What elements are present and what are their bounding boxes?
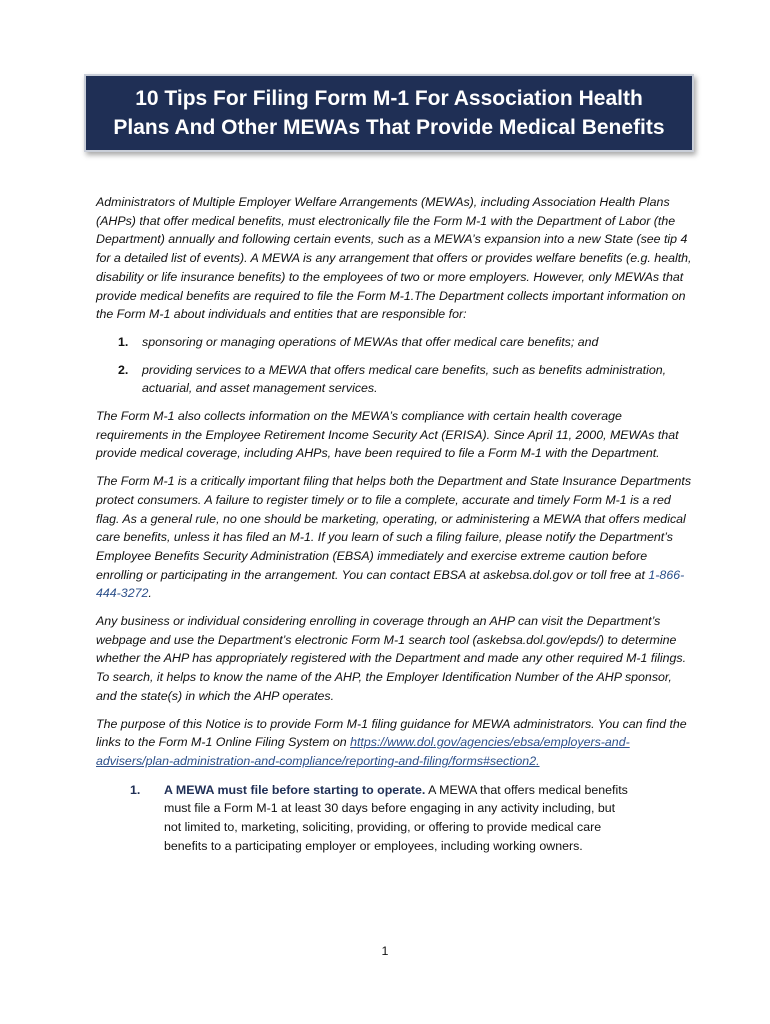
tip-heading: A MEWA must file before starting to operate. xyxy=(164,782,426,797)
title-banner xyxy=(84,74,694,152)
responsibility-list xyxy=(96,333,692,398)
list-item xyxy=(96,333,692,352)
critical-filing-paragraph xyxy=(96,472,692,603)
list-item xyxy=(96,361,692,398)
title-line-1: 10 Tips For Filing Form M-1 For Association Health xyxy=(135,87,643,110)
document-body xyxy=(96,193,692,856)
title-line-2: Plans And Other MEWAs That Provide Medical Benefits xyxy=(113,116,665,139)
list-item-text: sponsoring or managing operations of MEWAs that offer medical care benefits; and xyxy=(142,334,599,349)
list-item-number: 1. xyxy=(118,334,129,349)
purpose-text: The purpose of this Notice is to provide Form M-1 filing guidance for MEWA administrators. You can find the links to the Form M-1 Online Filing System on xyxy=(96,716,687,750)
erisa-paragraph: The Form M-1 also collects information on the MEWA’s compliance with certain health coverage requirements in the Employee Retirement Income Security Act (ERISA). Since April 11, 2000, MEWAs that provide medical coverage, including AHPs, have been required to file a Form M-1 with the Department. xyxy=(96,409,679,461)
tip-text: A MEWA that offers medical benefits must file a Form M-1 at least 30 days before engaging in any activity including, but not limited to, marketing, soliciting, providing, or offering to provide medical care benefits to a participating employer or employees, including working owners. xyxy=(164,782,628,853)
critical-filing-text: The Form M-1 is a critically important filing that helps both the Department and State Insurance Departments protect consumers. A failure to register timely or to file a complete, accurate and timely Form M-1 is a red flag. As a general rule, no one should be marketing, operating, or administering a MEWA that offers medical care benefits, unless it has filed an M-1. If you learn of such a filing failure, please notify the Department’s Employee Benefits Security Administration (EBSA) immediately and exercise extreme caution before enrolling or participating in the arrangement. You can contact EBSA at askebsa.dol.gov or toll free at xyxy=(96,474,692,582)
list-item-text: providing services to a MEWA that offers medical care benefits, such as benefits administration, actuarial, and asset management services. xyxy=(142,362,667,396)
purpose-paragraph xyxy=(96,715,692,771)
tip-body xyxy=(164,781,692,856)
intro-paragraph: Administrators of Multiple Employer Welfare Arrangements (MEWAs), including Association Health Plans (AHPs) that offer medical benefits, must electronically file the Form M-1 with the Department of Labor (the Department) annually and following certain events, such as a MEWA’s expansion into a new State (see tip 4 for a detailed list of events). A MEWA is any arrangement that offers or provides welfare benefits (e.g. health, disability or life insurance benefits) to the employees of two or more employers. However, only MEWAs that provide medical benefits are required to file the Form M-1.The Department collects important information on the Form M-1 about individuals and entities that are responsible for: xyxy=(96,195,692,322)
list-item-number: 2. xyxy=(118,362,129,377)
search-tool-paragraph: Any business or individual considering enrolling in coverage through an AHP can visit the Department’s webpage and use the Department’s electronic Form M-1 search tool (askebsa.dol.gov/epds/) to determine whether the AHP has appropriately registered with the Department and made any other required M-1 filings. To search, it helps to know the name of the AHP, the Employer Identification Number of the AHP sponsor, and the state(s) in which the AHP operates. xyxy=(96,614,687,703)
tip-1 xyxy=(96,781,692,856)
filing-system-link[interactable]: https://www.dol.gov/agencies/ebsa/employers-and-advisers/plan-administration-and-compliance/reporting-and-filing/forms#section2. xyxy=(96,735,630,768)
page-number: 1 xyxy=(381,944,389,958)
toll-free-phone[interactable]: 1-866-444-3272 xyxy=(96,567,685,601)
tip-number: 1. xyxy=(130,782,141,797)
phone-period: . xyxy=(148,586,152,601)
